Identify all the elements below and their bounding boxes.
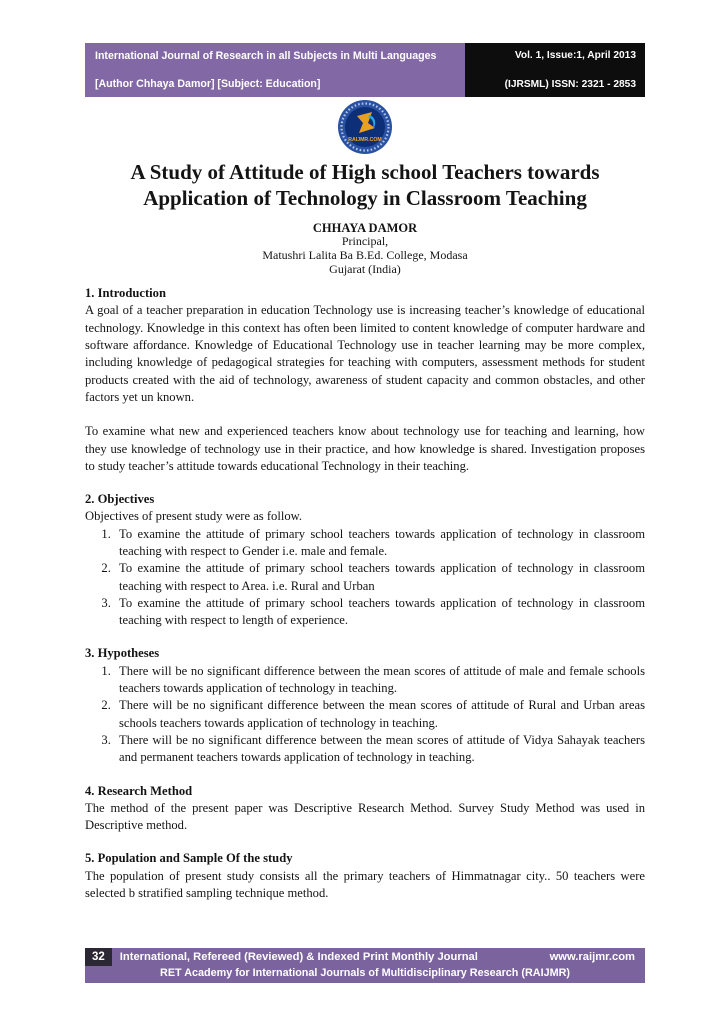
raijmr-logo-icon xyxy=(337,99,393,155)
footer-row-1 xyxy=(85,948,645,966)
header-author-subject: [Author Chhaya Damor] [Subject: Education] xyxy=(95,78,321,90)
section-heading: 4. Research Method xyxy=(85,783,193,798)
section-research-method xyxy=(85,783,645,835)
journal-name: International Journal of Research in all Subjects in Multi Languages xyxy=(95,50,437,62)
paragraph: To examine what new and experienced teachers know about technology use for teaching and learning, how they use knowledge of technology use in their practice, and how knowledge is shared. Investigation proposes to study teacher’s attitude towards educational Technology in their teaching. xyxy=(85,424,645,473)
list-item: 1. There will be no significant difference between the mean scores of attitude of male and female schools teachers towards application of technology in teaching. xyxy=(114,663,645,698)
list-item: 2. There will be no significant difference between the mean scores of attitude of Rural and Urban areas schools teachers towards application of technology in teaching. xyxy=(114,697,645,732)
footer-journal-label: International, Refereed (Reviewed) & Indexed Print Monthly Journal xyxy=(119,951,478,963)
footer-academy-line: RET Academy for International Journals of Multidisciplinary Research (RAIJMR) xyxy=(160,967,570,979)
list-item: 3. To examine the attitude of primary school teachers towards application of technology in classroom teaching with respect to length of experience. xyxy=(114,595,645,630)
paper-title: A Study of Attitude of High school Teachers towards Application of Technology in Classroom Teaching xyxy=(130,160,600,211)
section-population-sample xyxy=(85,850,645,902)
hypotheses-list xyxy=(85,663,645,767)
paragraph: A goal of a teacher preparation in education Technology use is increasing teacher’s knowledge of educational technology. Knowledge in this context has often been limited to content knowledge of computer hardware and software affordance. Knowledge of Educational Technology use in teacher learning may be more complex, including knowledge of pedagogical strategies for teaching with computers, assessment methods for student products created with the aid of technology, awareness of student capacity and common obstacles, and other factors yet un known. xyxy=(85,303,645,404)
section-heading: 1. Introduction xyxy=(85,286,166,301)
list-item: 2. To examine the attitude of primary school teachers towards application of technology in classroom teaching with respect to Area. i.e. Rural and Urban xyxy=(114,560,645,595)
author-block xyxy=(85,221,645,277)
journal-header-banner xyxy=(85,43,645,97)
author-name: CHHAYA DAMOR xyxy=(312,220,418,235)
list-item: 3. There will be no significant difference between the mean scores of attitude of Vidya Sahayak teachers and permanent teachers towards application of technology in teaching. xyxy=(114,732,645,767)
section-objectives xyxy=(85,491,645,629)
paragraph: The population of present study consists all the primary teachers of Himmatnagar city.. 50 teachers were selected b stratified sampling technique method. xyxy=(85,868,645,901)
section-heading: 3. Hypotheses xyxy=(85,646,160,661)
journal-footer-banner xyxy=(85,948,645,983)
section-heading: 5. Population and Sample Of the study xyxy=(85,851,293,866)
paragraph: Objectives of present study were as follow. xyxy=(85,509,303,524)
logo-text: RAIJMR.COM xyxy=(348,137,382,143)
author-role: Principal, xyxy=(341,234,389,249)
issn-line: (IJRSML) ISSN: 2321 - 2853 xyxy=(504,79,636,90)
list-item: 1. To examine the attitude of primary school teachers towards application of technology in classroom teaching with respect to Gender i.e. male and female. xyxy=(114,526,645,561)
volume-issue: Vol. 1, Issue:1, April 2013 xyxy=(514,50,636,61)
objectives-list xyxy=(85,526,645,630)
journal-logo xyxy=(85,99,645,155)
header-right-black xyxy=(465,43,645,97)
author-affiliation: Matushri Lalita Ba B.Ed. College, Modasa xyxy=(262,248,468,263)
page-number-badge: 32 xyxy=(85,948,112,966)
header-left-purple xyxy=(85,43,465,97)
section-hypotheses xyxy=(85,645,645,766)
section-introduction xyxy=(85,285,645,475)
author-location: Gujarat (India) xyxy=(329,262,401,277)
section-heading: 2. Objectives xyxy=(85,492,155,507)
footer-website: www.raijmr.com xyxy=(549,951,635,963)
paper-body xyxy=(85,285,645,902)
paragraph: The method of the present paper was Descriptive Research Method. Survey Study Method was used in Descriptive method. xyxy=(85,800,645,833)
